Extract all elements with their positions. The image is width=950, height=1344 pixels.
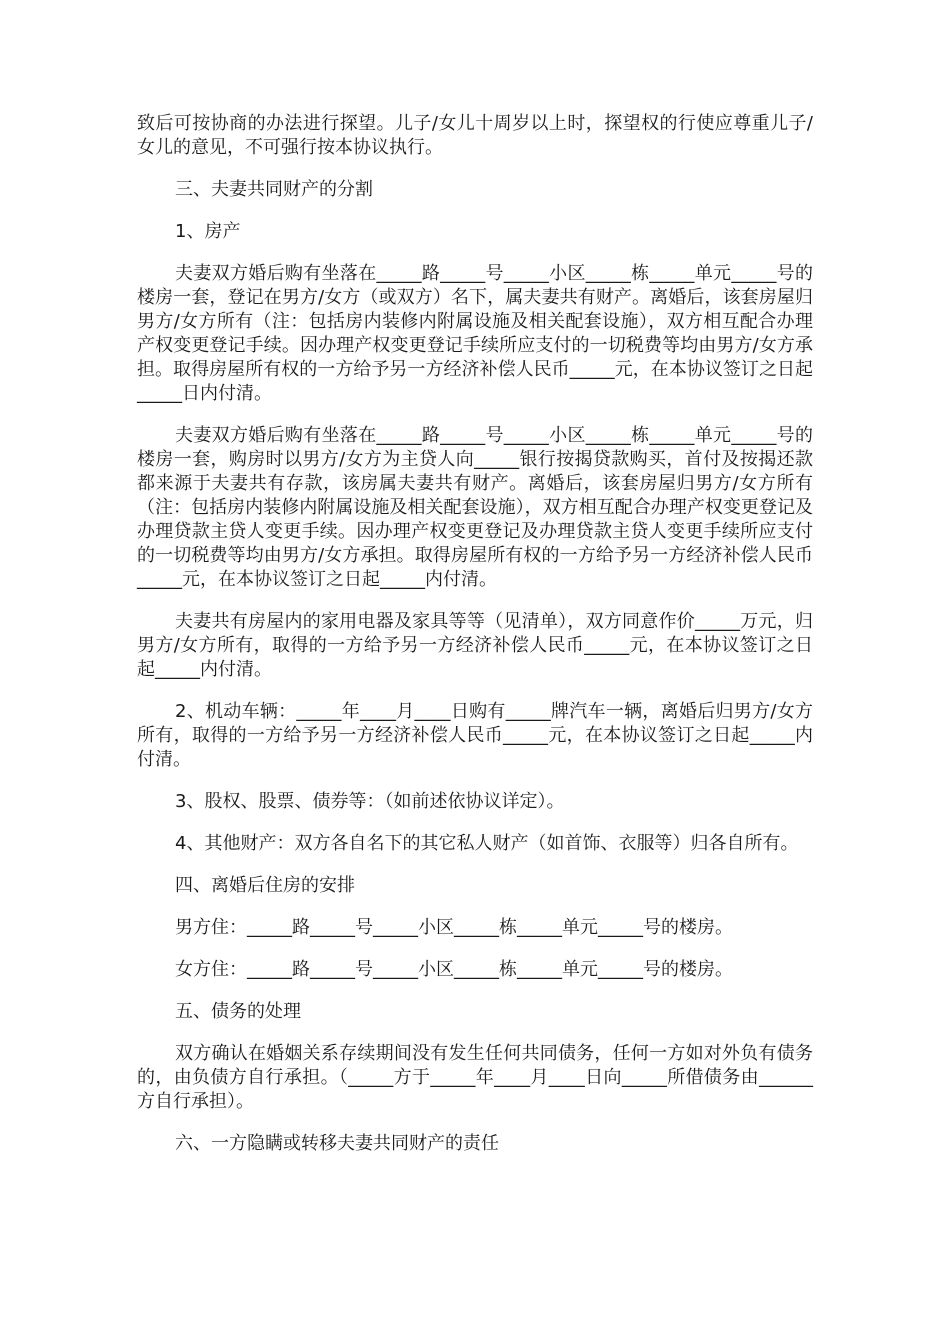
paragraph-house-one: 夫妻双方婚后购有坐落在_____路_____号_____小区_____栋_____单元_____号的楼房一套，登记在男方/女方（或双方）名下，属夫妻共有财产。离婚后，该套房屋归男方/女方所有（注：包括房内装修内附属设施及相关配套设施），双方相互配合办理产权变更登记手续。因办理产权变更登记手续所应支付的一切税费等均由男方/女方承担。取得房屋所有权的一方给予另一方经济补偿人民币_____元，在本协议签订之日起_____日内付清。	[137, 263, 813, 404]
paragraph-stocks-bonds: 3、股权、股票、债券等：（如前述依协议详定）。	[175, 791, 565, 812]
paragraph-appliances-furniture: 夫妻共有房屋内的家用电器及家具等等（见清单），双方同意作价_____万元，归男方/女方所有，取得的一方给予另一方经济补偿人民币_____元，在本协议签订之日起_____内付清。	[137, 611, 813, 680]
document-page	[137, 112, 813, 1174]
paragraph-house-mortgage: 夫妻双方婚后购有坐落在_____路_____号_____小区_____栋_____单元_____号的楼房一套，购房时以男方/女方为主贷人向_____银行按揭贷款购买，首付及按揭还款都来源于夫妻共有存款，该房属夫妻共有财产。离婚后，该套房屋归男方/女方所有（注：包括房内装修内附属设施及相关配套设施），双方相互配合办理产权变更登记及办理贷款主贷人变更手续。因办理产权变更登记及办理贷款主贷人变更手续所应支付的一切税费等均由男方/女方承担。取得房屋所有权的一方给予另一方经济补偿人民币_____元，在本协议签订之日起_____内付清。	[137, 425, 813, 590]
heading-concealment-liability: 六、一方隐瞒或转移夫妻共同财产的责任	[175, 1133, 499, 1154]
paragraph-other-property: 4、其他财产：双方各自名下的其它私人财产（如首饰、衣服等）归各自所有。	[175, 833, 799, 854]
paragraph-male-residence: 男方住：_____路_____号_____小区_____栋_____单元_____号的楼房。	[175, 917, 733, 938]
paragraph-female-residence: 女方住：_____路_____号_____小区_____栋_____单元_____号的楼房。	[175, 959, 733, 980]
paragraph-debts: 双方确认在婚姻关系存续期间没有发生任何共同债务，任何一方如对外负有债务的，由负债方自行承担。（_____方于_____年____月____日向_____所借债务由______方自行承担）。	[137, 1043, 813, 1112]
paragraph-vehicle: 2、机动车辆：_____年____月____日购有_____牌汽车一辆，离婚后归男方/女方所有，取得的一方给予另一方经济补偿人民币_____元，在本协议签订之日起_____内付清。	[137, 701, 813, 770]
paragraph-visitation-continued: 致后可按协商的办法进行探望。儿子/女儿十周岁以上时，探望权的行使应尊重儿子/女儿的意见，不可强行按本协议执行。	[137, 113, 813, 158]
subheading-real-estate: 1、房产	[175, 221, 241, 242]
heading-property-division: 三、夫妻共同财产的分割	[175, 179, 373, 200]
heading-debt-handling: 五、债务的处理	[175, 1001, 301, 1022]
heading-housing-arrangement: 四、离婚后住房的安排	[175, 875, 355, 896]
